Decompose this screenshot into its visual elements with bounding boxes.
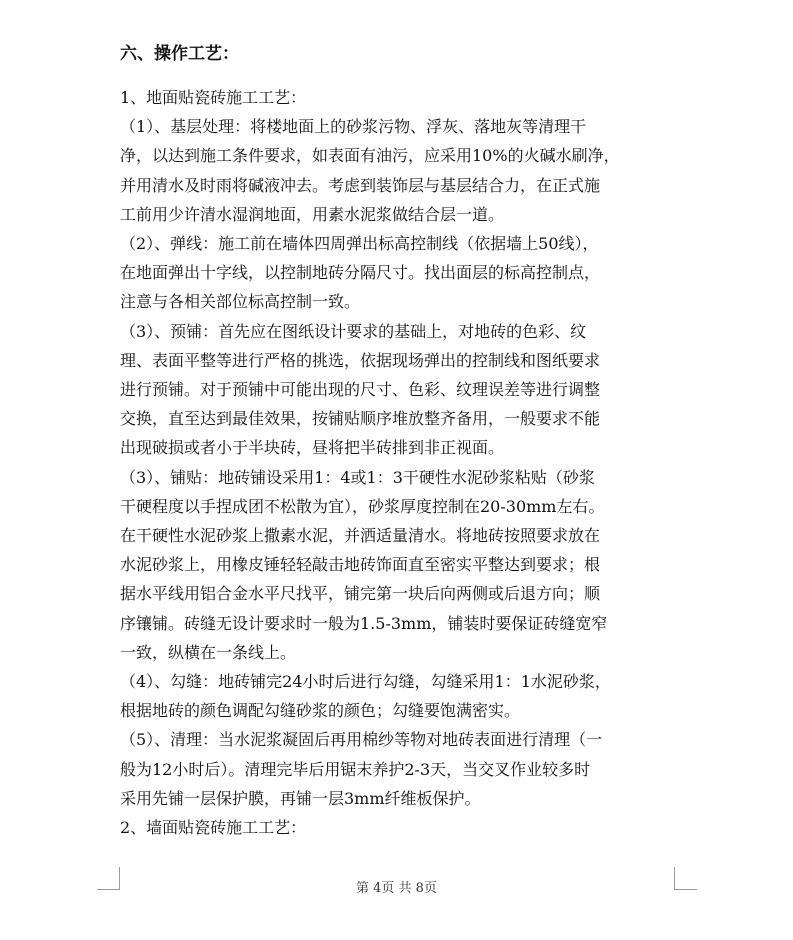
text-line: （5）、清理：当水泥浆凝固后再用棉纱等物对地砖表面进行清理（一 [120, 730, 603, 750]
text-line: 并用清水及时雨将碱液冲去。考虑到装饰层与基层结合力，在正式施 [120, 175, 601, 195]
text-line: 2、墙面贴瓷砖施工工艺： [120, 818, 307, 838]
text-line: （4）、勾缝：地砖铺完24小时后进行勾缝，勾缝采用1：1水泥砂浆， [120, 672, 611, 692]
text-line: 1、地面贴瓷砖施工工艺： [120, 88, 307, 107]
text-line: 在地面弹出十字线，以控制地砖分隔尺寸。找出面层的标高控制点， [120, 263, 601, 283]
text-line: 注意与各相关部位标高控制一致。 [120, 292, 361, 312]
page-footer: 第 4页 共 8页 [356, 881, 437, 896]
text-line: （1）、基层处理：将楼地面上的砂浆污物、浮灰、落地灰等清理干 [120, 117, 587, 137]
text-line: 序镶铺。砖缝无设计要求时一般为1.5-3mm，铺装时要保证砖缝宽窄 [120, 613, 608, 633]
document-body [120, 40, 680, 842]
text-line: 在干硬性水泥砂浆上撒素水泥，并洒适量清水。将地砖按照要求放在 [120, 526, 601, 546]
text-line: 出现破损或者小于半块砖，昼将把半砖排到非正视面。 [120, 438, 505, 458]
text-line: 进行预铺。对于预铺中可能出现的尺寸、色彩、纹理误差等进行调整 [120, 380, 601, 400]
text-line: 理、表面平整等进行严格的挑选，依据现场弹出的控制线和图纸要求 [120, 350, 601, 370]
text-line: 采用先铺一层保护膜，再铺一层3mm纤维板保护。 [120, 788, 481, 808]
text-line: （3）、预铺：首先应在图纸设计要求的基础上，对地砖的色彩、纹 [120, 321, 587, 341]
text-line: 水泥砂浆上，用橡皮锤轻轻敲击地砖饰面直至密实平整达到要求；根 [120, 555, 601, 575]
text-line: 据水平线用铝合金水平尺找平，铺完第一块后向两侧或后退方向；顺 [120, 584, 601, 604]
text-line: 交换，直至达到最佳效果，按铺贴顺序堆放整齐备用，一般要求不能 [120, 409, 601, 429]
text-line: 干硬程度以手捏成团不松散为宜），砂浆厚度控制在20-30mm左右。 [120, 496, 605, 516]
text-line: 净，以达到施工条件要求，如表面有油污，应采用10%的火碱水刷净， [120, 146, 620, 166]
text-line: （3）、铺贴：地砖铺设采用1：4或1：3干硬性水泥砂浆粘贴（砂浆 [120, 467, 595, 487]
text-line: 根据地砖的颜色调配勾缝砂浆的颜色；勾缝要饱满密实。 [120, 701, 521, 721]
text-line: 工前用少许清水湿润地面，用素水泥浆做结合层一道。 [120, 204, 505, 224]
text-line: 一致，纵横在一条线上。 [120, 642, 297, 662]
paragraph-block [120, 83, 680, 842]
section-heading: 六、操作工艺： [120, 44, 239, 64]
text-line: （2）、弹线：施工前在墙体四周弹出标高控制线（依据墙上50线）， [120, 234, 599, 254]
text-line: 般为12小时后）。清理完毕后用锯末养护2-3天，当交叉作业较多时 [120, 759, 591, 779]
